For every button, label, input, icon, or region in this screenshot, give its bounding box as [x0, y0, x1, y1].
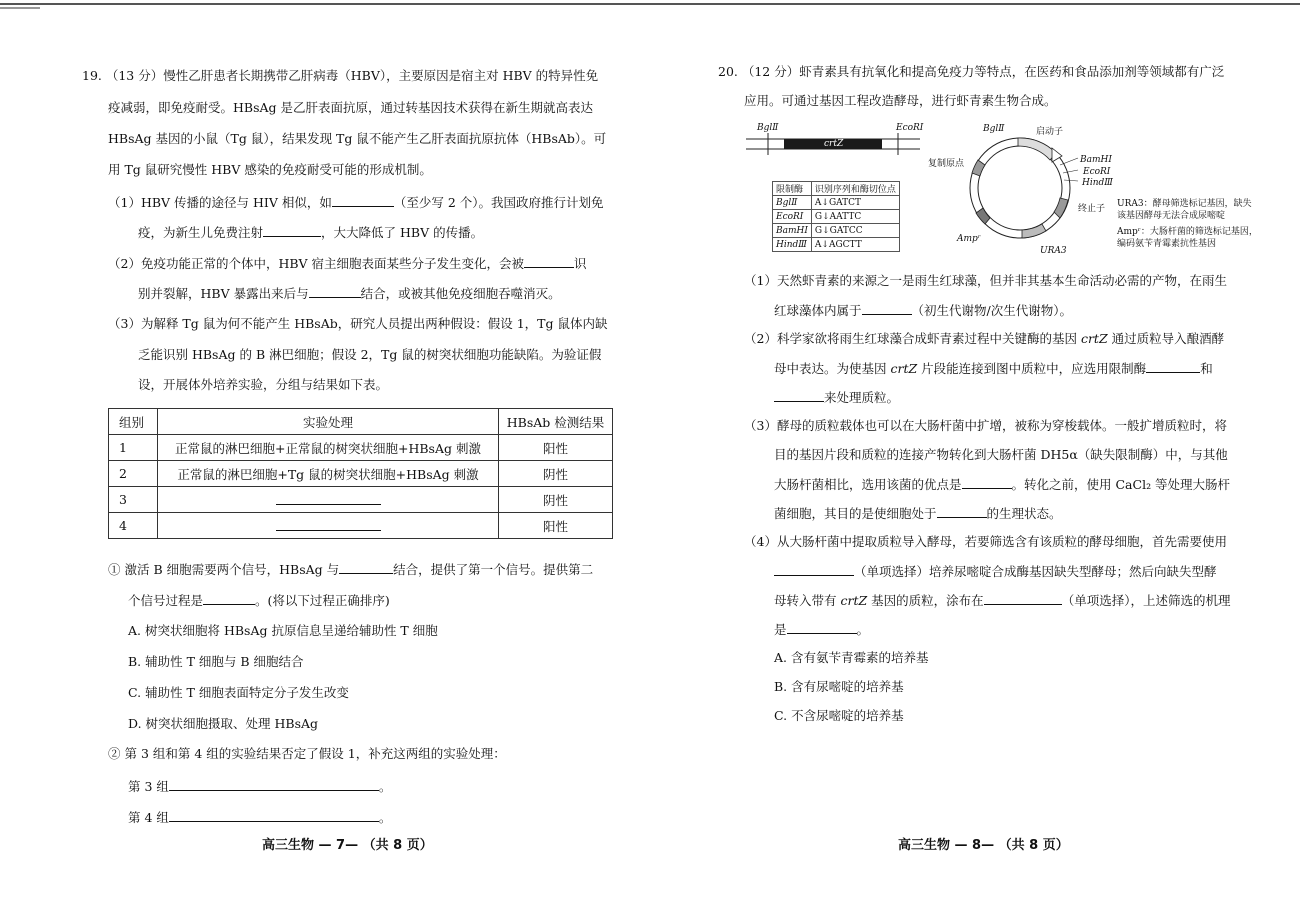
page-footer-8: 高三生物 — 8— （共 8 页）	[898, 838, 1069, 853]
label-origin: 复制原点	[928, 159, 965, 169]
text: 母中表达。为使基因	[774, 361, 887, 376]
table-row	[109, 487, 613, 513]
text: 菌细胞，其目的是使细胞处于	[774, 506, 937, 521]
option-a: A. 树突状细胞将 HBsAg 抗原信息呈递给辅助性 T 细胞	[128, 623, 438, 638]
answer-blank[interactable]	[937, 505, 987, 518]
q19-part1-line-2	[138, 224, 483, 241]
cell-result: 阳性	[499, 435, 613, 461]
cell-treatment: 正常鼠的淋巴细胞+Tg 鼠的树突状细胞+HBsAg 刺激	[158, 461, 499, 487]
cell-group: 4	[109, 513, 158, 539]
text: 大肠杆菌相比，选用该菌的优点是	[774, 477, 962, 492]
q19-part3-line-3: 设，开展体外培养实验，分组与结果如下表。	[138, 377, 389, 392]
option-c: C. 不含尿嘧啶的培养基	[774, 708, 904, 723]
q20-part3-line-3	[774, 476, 1230, 493]
group4-answer	[128, 809, 391, 826]
text: 。	[378, 810, 392, 825]
cell-enzyme: BglⅡ	[773, 196, 812, 210]
header-site: 识别序列和酶切位点	[811, 182, 899, 196]
text: 母转入带有	[774, 593, 837, 608]
text: 识	[574, 256, 587, 271]
q20-part4-line-3	[774, 592, 1230, 609]
text: 第 3 组	[128, 779, 169, 794]
text: 结合，或被其他免疫细胞吞噬消灭。	[360, 286, 561, 301]
text: 该基因酵母无法合成尿嘧啶	[1117, 211, 1226, 221]
option-b: B. 辅助性 T 细胞与 B 细胞结合	[128, 654, 304, 669]
label-ampr: Ampʳ	[957, 234, 981, 244]
q19-part2-line-1	[108, 255, 587, 272]
cell-result: 阴性	[499, 461, 613, 487]
text: URA3：酵母筛选标记基因，缺失	[1117, 199, 1252, 209]
cell-enzyme: EcoRⅠ	[773, 210, 812, 224]
table-row	[773, 210, 900, 224]
text: 编码氨苄青霉素抗性基因	[1117, 239, 1217, 249]
cell-site: G↓GATCC	[811, 224, 899, 238]
q19-part1-line-1	[108, 194, 604, 211]
q20-part1-line-1: （1）天然虾青素的来源之一是雨生红球藻，但并非其基本生命活动必需的产物，在雨生	[744, 273, 1227, 288]
label-bglii-linear: BglⅡ	[757, 123, 779, 133]
sub1-line-2	[128, 592, 390, 609]
answer-blank[interactable]	[962, 476, 1012, 489]
q19-line-1: 19. （13 分）慢性乙肝患者长期携带乙肝病毒（HBV），主要原因是宿主对 HBV 的特异性免	[82, 68, 599, 83]
text: （单项选择）培养尿嘧啶合成酶基因缺失型酵母；然后向缺失型酵	[854, 564, 1217, 579]
label-promoter: 启动子	[1036, 127, 1064, 137]
note-ampr	[1117, 226, 1258, 250]
table-row	[109, 461, 613, 487]
q19-part3-line-1: （3）为解释 Tg 鼠为何不能产生 HBsAb，研究人员提出两种假设：假设 1，Tg 鼠体内缺	[108, 316, 608, 331]
q20-part4-line-2	[774, 563, 1217, 580]
answer-blank[interactable]	[332, 194, 394, 207]
text: 片段能连接到图中质粒中，应选用限制酶	[921, 361, 1147, 376]
text: 。转化之前，使用 CaCl₂ 等处理大肠杆	[1011, 477, 1231, 492]
answer-blank[interactable]	[862, 302, 912, 315]
text: 。	[378, 779, 392, 794]
q20-part2-line-2	[774, 360, 1213, 377]
q19-part2-line-2	[138, 285, 561, 302]
gene-crtz: crtZ	[840, 593, 868, 608]
text: 。	[856, 622, 870, 637]
q19-line-3: HBsAg 基因的小鼠（Tg 鼠），结果发现 Tg 鼠不能产生乙肝表面抗原抗体（HBsAb）。可	[108, 131, 607, 146]
answer-blank[interactable]	[787, 621, 857, 634]
cell-enzyme: BamHⅠ	[773, 224, 812, 238]
cell-treatment-blank[interactable]	[158, 487, 499, 513]
note-ura3	[1117, 198, 1252, 222]
text: 基因的质粒，涂布在	[871, 593, 984, 608]
cell-site: G↓AATTC	[811, 210, 899, 224]
table-header	[109, 409, 613, 435]
option-c: C. 辅助性 T 细胞表面特定分子发生改变	[128, 685, 349, 700]
cell-group: 1	[109, 435, 158, 461]
table-row	[109, 513, 613, 539]
option-b: B. 含有尿嘧啶的培养基	[774, 679, 904, 694]
cell-result: 阴性	[499, 487, 613, 513]
text: 是	[774, 622, 787, 637]
text: 疫，为新生儿免费注射	[138, 225, 264, 240]
answer-blank[interactable]	[169, 778, 379, 791]
label-ura3: URA3	[1040, 246, 1067, 256]
text: 。(将以下过程正确排序)	[255, 593, 390, 608]
text: 的生理状态。	[986, 506, 1062, 521]
text: （至少写 2 个）。我国政府推行计划免	[393, 195, 604, 210]
q20-line-1: 20. （12 分）虾青素具有抗氧化和提高免疫力等特点，在医药和食品添加剂等领域都有广泛	[718, 64, 1225, 79]
label-bglii-plasmid: BglⅡ	[983, 124, 1005, 134]
label-crtz: crtZ	[824, 139, 844, 149]
cell-group: 2	[109, 461, 158, 487]
text: 个信号过程是	[128, 593, 204, 608]
answer-blank[interactable]	[263, 224, 321, 237]
cell-group: 3	[109, 487, 158, 513]
q20-part2-line-3	[774, 389, 899, 406]
cell-site: A↓GATCT	[811, 196, 899, 210]
q20-part4-line-1: （4）从大肠杆菌中提取质粒导入酵母，若要筛选含有该质粒的酵母细胞，首先需要使用	[744, 534, 1227, 549]
cell-treatment: 正常鼠的淋巴细胞+正常鼠的树突状细胞+HBsAg 刺激	[158, 435, 499, 461]
text: （1）HBV 传播的途径与 HIV 相似，如	[108, 195, 332, 210]
answer-blank[interactable]	[774, 389, 824, 402]
label-hindiii: HindⅢ	[1082, 178, 1113, 188]
gene-crtz: crtZ	[1080, 331, 1108, 346]
text: 通过质粒导入酿酒酵	[1111, 331, 1225, 346]
sub2-line: ② 第 3 组和第 4 组的实验结果否定了假设 1，补充这两组的实验处理：	[108, 746, 506, 761]
label-terminator: 终止子	[1078, 204, 1106, 214]
option-a: A. 含有氨苄青霉素的培养基	[774, 650, 929, 665]
header-result: HBsAb 检测结果	[499, 409, 613, 435]
answer-blank[interactable]	[774, 563, 854, 576]
q20-part3-line-1: （3）酵母的质粒载体也可以在大肠杆菌中扩增，被称为穿梭载体。一般扩增质粒时，将	[744, 418, 1227, 433]
q20-line-2: 应用。可通过基因工程改造酵母，进行虾青素生物合成。	[744, 93, 1057, 108]
answer-blank[interactable]	[339, 561, 393, 574]
header-enzyme: 限制酶	[773, 182, 812, 196]
top-border	[0, 3, 1300, 5]
text: （2）免疫功能正常的个体中，HBV 宿主细胞表面某些分子发生变化，会被	[108, 256, 525, 271]
answer-blank[interactable]	[1146, 360, 1200, 373]
text: （初生代谢物/次生代谢物）。	[911, 303, 1072, 318]
cell-site: A↓AGCTT	[811, 238, 899, 252]
text: 第 4 组	[128, 810, 169, 825]
table-row	[773, 196, 900, 210]
q19-line-2: 疫减弱，即免疫耐受。HBsAg 是乙肝表面抗原，通过转基因技术获得在新生期就高表达	[108, 100, 594, 115]
cell-result: 阳性	[499, 513, 613, 539]
cell-treatment-blank[interactable]	[158, 513, 499, 539]
plasmid-diagram	[960, 128, 1080, 248]
text: （2）科学家欲将雨生红球藻合成虾青素过程中关键酶的基因	[744, 331, 1077, 346]
sub1-line-1	[108, 561, 593, 578]
q20-part3-line-2: 目的基因片段和质粒的连接产物转化到大肠杆菌 DH5α（缺失限制酶）中，与其他	[774, 447, 1228, 462]
top-border-mark	[0, 7, 40, 9]
text: ，大大降低了 HBV 的传播。	[321, 225, 484, 240]
answer-blank[interactable]	[524, 255, 574, 268]
text: 红球藻体内属于	[774, 303, 862, 318]
text: ① 激活 B 细胞需要两个信号，HBsAg 与	[108, 562, 340, 577]
text: （单项选择），上述筛选的机理	[1061, 593, 1231, 608]
q20-part2-line-1	[744, 331, 1224, 347]
q20-part1-line-2	[774, 302, 1072, 319]
gene-crtz: crtZ	[890, 361, 918, 376]
table-row	[773, 238, 900, 252]
text: Ampʳ：大肠杆菌的筛选标记基因，	[1117, 227, 1258, 237]
enzyme-table	[772, 181, 900, 252]
label-bamhi: BamHⅠ	[1080, 155, 1112, 165]
answer-blank[interactable]	[276, 492, 381, 505]
answer-blank[interactable]	[309, 285, 361, 298]
text: 来处理质粒。	[824, 390, 900, 405]
cell-enzyme: HindⅢ	[773, 238, 812, 252]
table-row	[109, 435, 613, 461]
text: 别并裂解，HBV 暴露出来后与	[138, 286, 309, 301]
text: 和	[1200, 361, 1213, 376]
page-footer-7: 高三生物 — 7— （共 8 页）	[262, 838, 433, 853]
table-row	[773, 224, 900, 238]
label-ecori-linear: EcoRⅠ	[896, 123, 924, 133]
answer-blank[interactable]	[203, 592, 255, 605]
table-header	[773, 182, 900, 196]
answer-blank[interactable]	[276, 518, 381, 531]
text: 结合，提供了第一个信号。提供第二	[393, 562, 594, 577]
header-treatment: 实验处理	[158, 409, 499, 435]
header-group: 组别	[109, 409, 158, 435]
label-ecori-plasmid: EcoRⅠ	[1083, 167, 1111, 177]
answer-blank[interactable]	[169, 809, 379, 822]
group3-answer	[128, 778, 391, 795]
q20-part3-line-4	[774, 505, 1062, 522]
q20-part4-line-4	[774, 621, 869, 638]
q19-part3-line-2: 乏能识别 HBsAg 的 B 淋巴细胞；假设 2，Tg 鼠的树突状细胞功能缺陷。为验证假	[138, 347, 602, 362]
experiment-table	[108, 408, 613, 539]
q19-line-4: 用 Tg 鼠研究慢性 HBV 感染的免疫耐受可能的形成机制。	[108, 162, 432, 177]
answer-blank[interactable]	[984, 592, 1062, 605]
option-d: D. 树突状细胞摄取、处理 HBsAg	[128, 716, 319, 731]
